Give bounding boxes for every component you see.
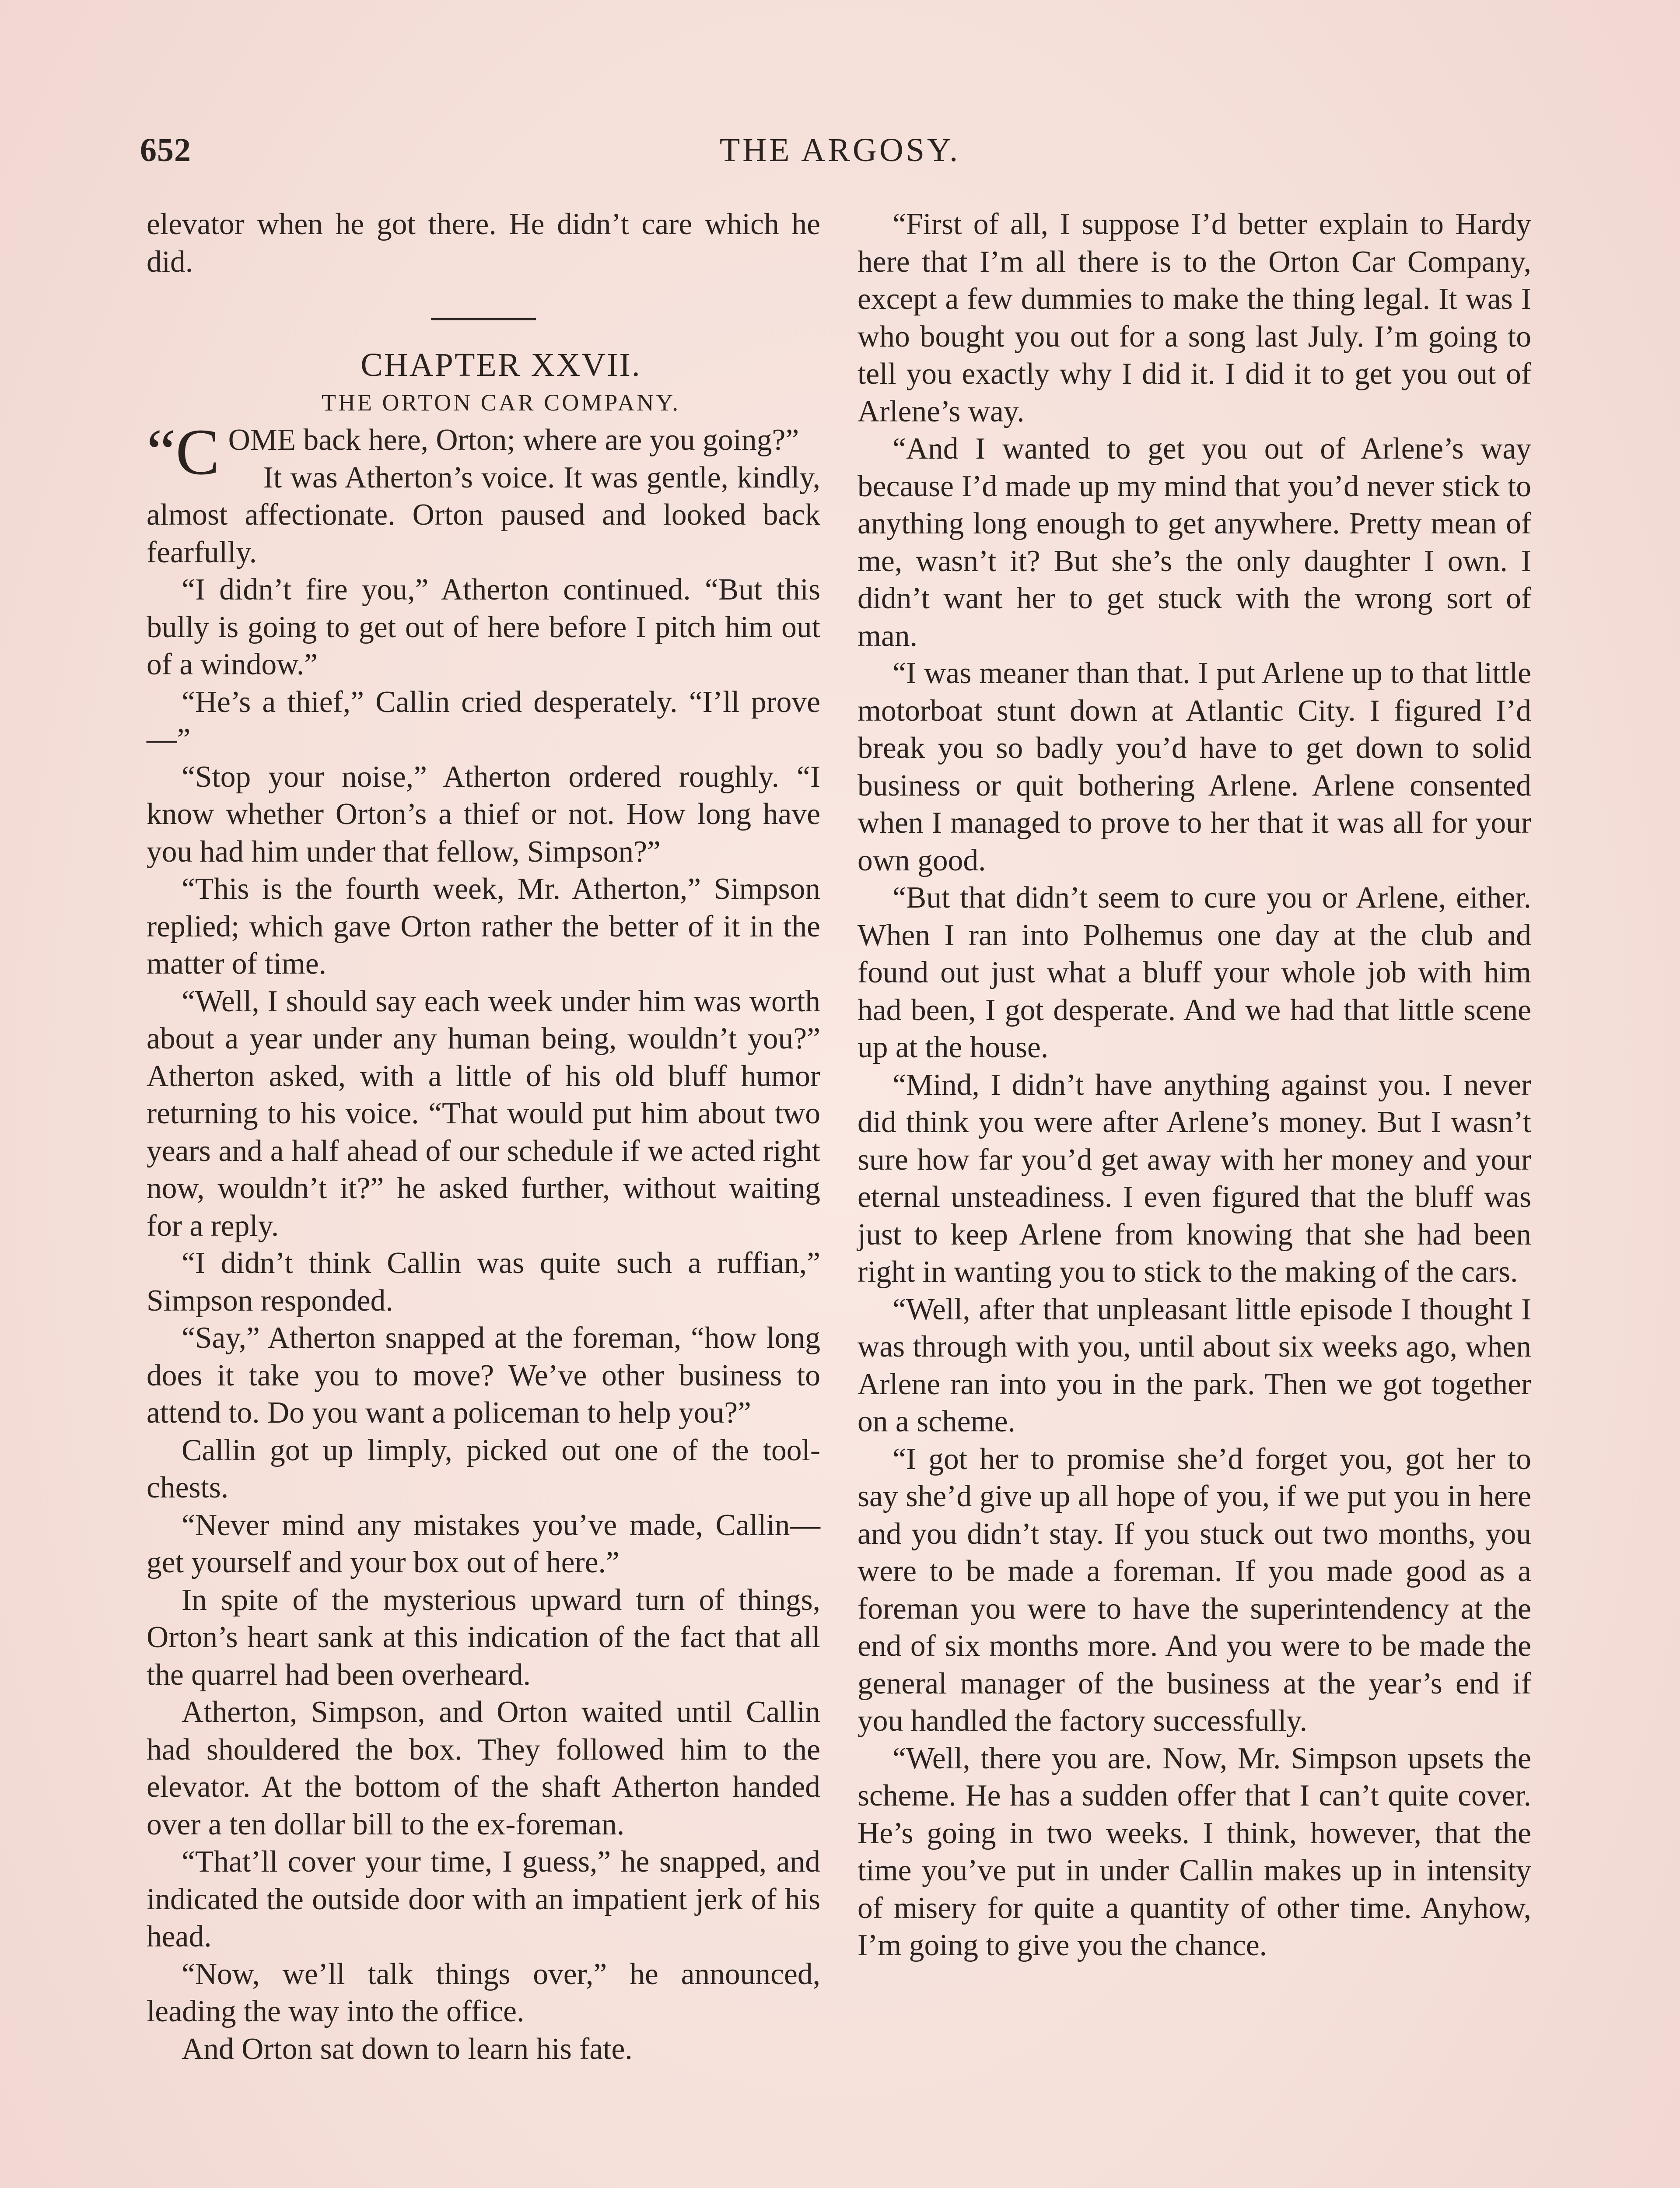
paragraph: “I didn’t fire you,” Atherton continued. “But this bully is going to get out of here before I pitch him out of a window.” <box>147 573 820 681</box>
paragraph: “This is the fourth week, Mr. Atherton,” Simpson replied; which gave Orton rather the better of it in the matter of time. <box>147 872 820 981</box>
paragraph: “And I wanted to get you out of Arlene’s way because I’d made up my mind that you’d never stick to anything long enough to get anywhere. Pretty mean of me, wasn’t it? But she’s the only daughter I own. I didn’t want her to get stuck with the wrong sort of man. <box>858 432 1531 653</box>
continuation-paragraph: elevator when he got there. He didn’t care which he did. <box>147 207 820 279</box>
chapter-subtitle: THE ORTON CAR COMPANY. <box>322 389 680 416</box>
opening-paragraph-text: OME back here, Orton; where are you going?” <box>228 423 799 457</box>
paragraph: “He’s a thief,” Callin cried desperately. “I’ll prove—” <box>147 685 820 756</box>
paragraph: “Never mind any mistakes you’ve made, Callin—get yourself and your box out of here.” <box>147 1508 820 1579</box>
paragraph: “That’ll cover your time, I guess,” he snapped, and indicated the outside door with an impatient jerk of his head. <box>147 1845 820 1953</box>
paragraph: And Orton sat down to learn his fate. <box>182 2032 633 2066</box>
paragraph: “Well, after that unpleasant little episode I thought I was through with you, until about six weeks ago, when Arlene ran into you in the park. Then we got together on a scheme. <box>858 1292 1531 1438</box>
paragraph: “I didn’t think Callin was quite such a ruffian,” Simpson responded. <box>147 1246 820 1318</box>
right-column <box>858 206 1531 1964</box>
drop-cap: “C <box>147 416 220 488</box>
section-divider <box>431 318 536 320</box>
paragraph: “But that didn’t seem to cure you or Arlene, either. When I ran into Polhemus one day at the club and found out just what a bluff your whole job with him had been, I got desperate. And we had that little scene up at the house. <box>858 881 1531 1064</box>
page-number: 652 <box>140 132 191 168</box>
paragraph: Atherton, Simpson, and Orton waited until Callin had shouldered the box. They followed him to the elevator. At the bottom of the shaft Atherton handed over a ten dollar bill to the ex-foreman. <box>147 1695 820 1841</box>
paragraph: “I got her to promise she’d forget you, got her to say she’d give up all hope of you, if we put you in here and you didn’t stay. If you stuck out two months, you were to be made a foreman. If you made good as a foreman you were to have the superintendency at the end of six months more. And you were to be made the general manager of the business at the year’s end if you handled the factory successfully. <box>858 1442 1531 1738</box>
opening-paragraph <box>147 416 820 488</box>
paragraph: “Well, I should say each week under him was worth about a year under any human being, wouldn’t you?” Atherton asked, with a little of his old bluff humor returning to his voice. “That would put him about two years and a half ahead of our schedule if we acted right now, wouldn’t it?” he asked further, without waiting for a reply. <box>147 984 820 1243</box>
paragraph: “Mind, I didn’t have anything against you. I never did think you were after Arlene’s money. But I wasn’t sure how far you’d get away with her money and your eternal unsteadiness. I even figured that the bluff was just to keep Arlene from knowing that she had been right in wanting you to stick to the making of the cars. <box>858 1068 1531 1289</box>
paragraph: “First of all, I suppose I’d better explain to Hardy here that I’m all there is to the Orton Car Company, except a few dummies to make the thing legal. It was I who bought you out for a song last July. I’m going to tell you exactly why I did it. I did it to get you out of Arlene’s way. <box>858 207 1531 428</box>
paragraph: Callin got up limply, picked out one of the tool-chests. <box>147 1433 820 1504</box>
left-column <box>147 206 820 2068</box>
paragraph: “Now, we’ll talk things over,” he announced, leading the way into the office. <box>147 1957 820 2028</box>
paragraph: “I was meaner than that. I put Arlene up to that little motorboat stunt down at Atlantic City. I figured I’d break you so badly you’d have to get down to solid business or quit bothering Arlene. Arlene consented when I managed to prove to her that it was all for your own good. <box>858 656 1531 877</box>
page-header <box>140 131 1540 179</box>
paragraph: “Well, there you are. Now, Mr. Simpson upsets the scheme. He has a sudden offer that I can’t quite cover. He’s going in two weeks. I think, however, that the time you’ve put in under Callin makes up in intensity of misery for quite a quantity of other time. Anyhow, I’m going to give you the chance. <box>858 1741 1531 1962</box>
paragraph: “Stop your noise,” Atherton ordered roughly. “I know whether Orton’s a thief or not. How long have you had him under that fellow, Simpson?” <box>147 760 820 869</box>
chapter-title: CHAPTER XXVII. <box>360 347 641 383</box>
paragraph: In spite of the mysterious upward turn of things, Orton’s heart sank at this indication of the fact that all the quarrel had been overheard. <box>147 1583 820 1692</box>
paragraph: It was Atherton’s voice. It was gentle, kindly, almost affectionate. Orton paused and looked back fearfully. <box>147 460 820 569</box>
running-head: THE ARGOSY. <box>719 132 961 168</box>
paragraph: “Say,” Atherton snapped at the foreman, “how long does it take you to move? We’ve other business to attend to. Do you want a policeman to help you?” <box>147 1321 820 1430</box>
